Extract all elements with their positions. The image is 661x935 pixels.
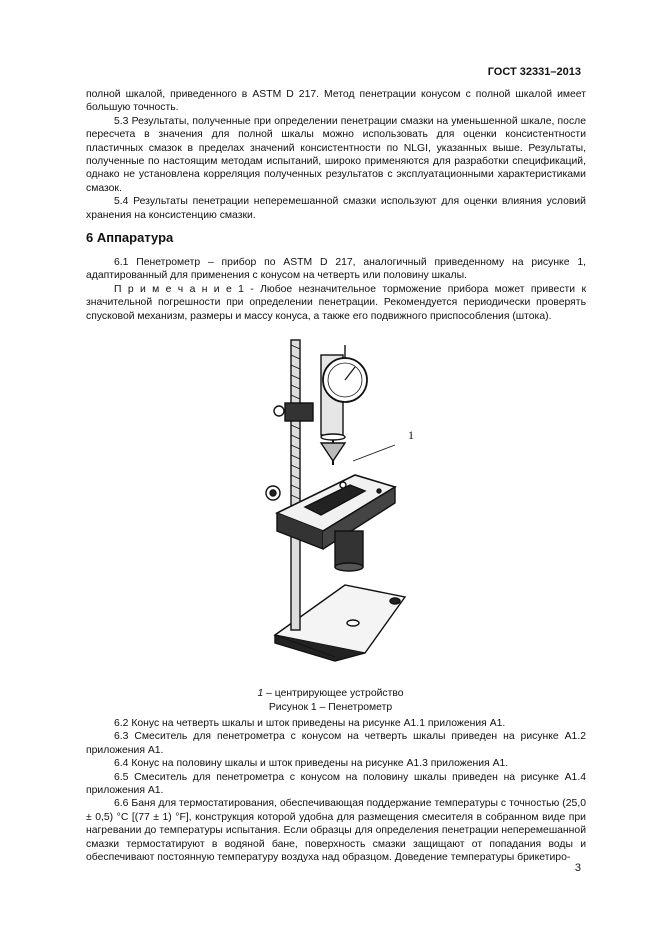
paragraph-6-4: 6.4 Конус на половину шкалы и шток приведены на рисунке А1.3 приложения А1.	[114, 758, 509, 770]
paragraph-6-2: 6.2 Конус на четверть шкалы и шток приведены на рисунке А1.1 приложения А1.	[114, 718, 506, 729]
figure-callout-1: 1	[408, 428, 414, 442]
paragraph-5-2-continued: полной шкалой, приведенного в ASTM D 217. Метод пенетрации конусом с полной шкалой имеет большую точность.	[86, 89, 586, 114]
paragraph-6-6: 6.6 Баня для термостатирования, обеспечивающая поддержание температуры с точностью (25,0 ± 0,5) °С [(77 ± 1) °F], конструкция которой удобна для размещения смесителя в собранном виде при нагревании до температуры испытания. Если образцы для определения пенетрации неперемешанной смазки термостатируют в водяной бане, поверхность смазки защищают от попадания воды и обеспечивают постоянную температуру воздуха над образцом. Доведение температуры брикетиро-	[86, 798, 586, 864]
figure-caption: Рисунок 1 – Пенетрометр	[268, 702, 393, 713]
page-number: 3	[574, 862, 581, 874]
legend-number: 1	[257, 688, 264, 699]
document-id-header: ГОСТ 32331–2013	[487, 66, 581, 78]
penetrometer-illustration	[245, 335, 425, 685]
text-block-section	[86, 256, 586, 323]
paragraph-6-1: 6.1 Пенетрометр – прибор по ASTM D 217, аналогичный приведенному на рисунке 1, адаптированный для применения с конусом на четверть или половину шкалы.	[86, 257, 586, 282]
legend-text: – центрирующее устройство	[263, 688, 404, 699]
paragraph-5-3: 5.3 Результаты, полученные при определении пенетрации смазки на уменьшенной шкале, после пересчета в значения для полной шкалы можно использовать для оценки консистентности пластичных смазок в пределах значений консистентности по NLGI, указанных выше. Результаты, полученные по настоящим методам испытаний, широко применяются для разработки спецификаций, однако не установлена корреляция полученных результатов с эксплуатационными характеристиками смазок.	[86, 115, 586, 194]
section-heading: 6 Аппаратура	[86, 230, 174, 245]
paragraph-5-4: 5.4 Результаты пенетрации неперемешанной смазки используют для оценки влияния условий хранения на консистенцию смазки.	[86, 196, 586, 221]
text-block-bottom	[86, 717, 586, 864]
note-1: П р и м е ч а н и е 1 - Любое незначительное торможение прибора может привести к значительной погрешности при определении пенетрации. Рекомендуется периодически проверять спусковой механизм, размеры и массу конуса, а также его подвижного приспособления (штока).	[86, 283, 586, 322]
text-block-top	[86, 88, 586, 222]
paragraph-6-5: 6.5 Смеситель для пенетрометра с конусом на половину шкалы приведен на рисунке А1.4 приложения А1.	[86, 771, 586, 797]
paragraph-6-3: 6.3 Смеситель для пенетрометра с конусом на четверть шкалы приведен на рисунке А1.2 приложения А1.	[86, 731, 586, 756]
figure-legend	[0, 688, 661, 699]
